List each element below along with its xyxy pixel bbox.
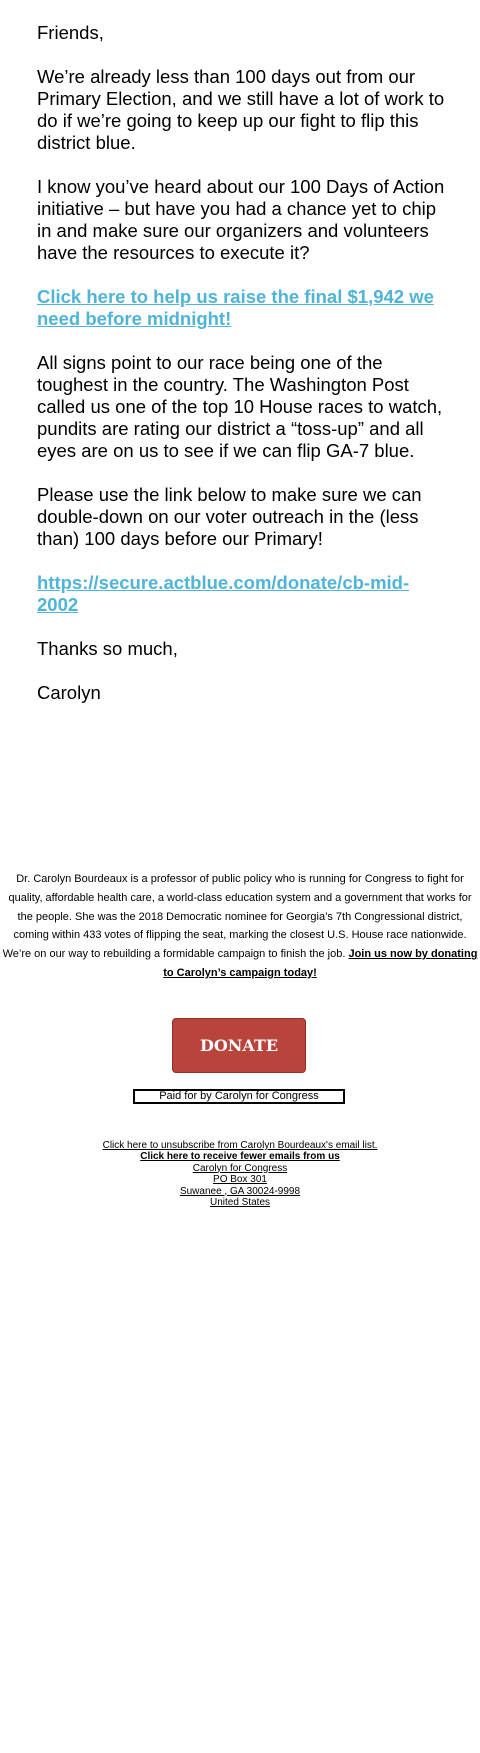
address-po-box[interactable]: PO Box 301 — [213, 1174, 267, 1186]
donate-button[interactable]: DONATE — [172, 1018, 306, 1073]
actblue-donate-link[interactable]: https://secure.actblue.com/donate/cb-mid-2002 — [37, 572, 410, 615]
paragraph-primary-election: We’re already less than 100 days out from our Primary Election, and we still have a lot of work to do if we’re going to keep up our fight to flip this district blue. — [37, 66, 445, 153]
address-country[interactable]: United States — [209, 1197, 271, 1209]
email-body — [37, 22, 447, 726]
paragraph-toughest-race: All signs point to our race being one of the toughest in the country. The Washington Post called us one of the top 10 House races to watch, pundits are rating our district a “toss-up” and all eyes are on us to see if we can flip GA-7 blue. — [37, 352, 443, 461]
bio-text: Dr. Carolyn Bourdeaux is a professor of public policy who is running for Congress to fight for quality, affordable health care, a world-class education system and a government that works for the people. She was the 2018 Democratic nominee for Georgia’s 7th Congressional district, coming within 433 votes of flipping the seat, marking the closest U.S. House race nationwide. We’re on our way to rebuilding a formidable campaign to finish the job. — [2, 873, 472, 961]
closing: Thanks so much, — [37, 638, 178, 659]
fewer-emails-link[interactable]: Click here to receive fewer emails from us — [140, 1151, 340, 1163]
org-name-link[interactable]: Carolyn for Congress — [192, 1162, 288, 1174]
signature: Carolyn — [37, 682, 101, 703]
paragraph-100-days: I know you’ve heard about our 100 Days of Action initiative – but have you had a chance yet to chip in and make sure our organizers and volunteers have the resources to execute it? — [37, 176, 445, 263]
unsubscribe-link[interactable]: Click here to unsubscribe from Carolyn Bourdeaux's email list. — [102, 1140, 378, 1151]
address-city[interactable]: Suwanee , GA 30024-9998 — [179, 1185, 301, 1197]
donate-cta-link[interactable]: Click here to help us raise the final $1,942 we need before midnight! — [37, 286, 434, 329]
join-donate-link[interactable]: Join us now by donating to Carolyn’s campaign today! — [163, 948, 478, 979]
paragraph-voter-outreach: Please use the link below to make sure we can double-down on our voter outreach in the (less than) 100 days before our Primary! — [37, 484, 422, 549]
email-footer — [0, 1140, 480, 1208]
greeting: Friends, — [37, 22, 104, 43]
candidate-bio — [0, 870, 480, 983]
paid-for-disclaimer: Paid for by Carolyn for Congress — [133, 1089, 345, 1104]
